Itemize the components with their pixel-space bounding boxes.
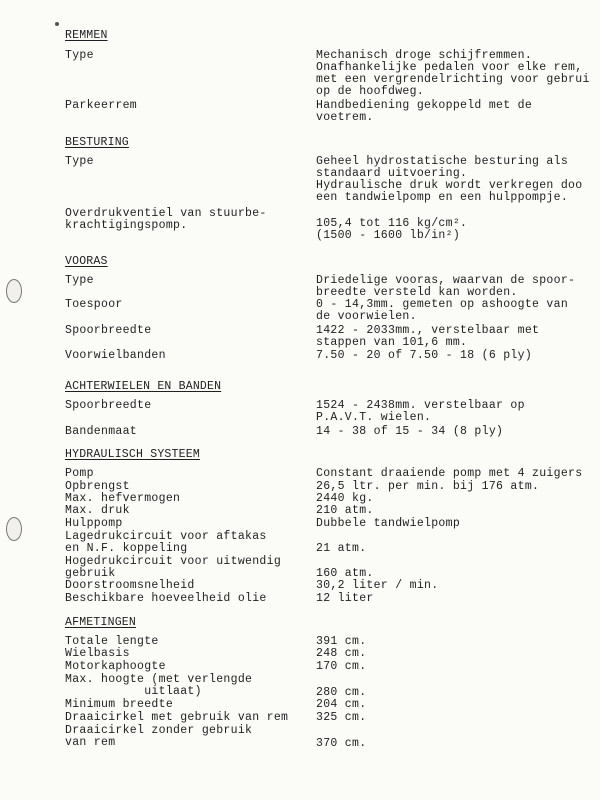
value-vooras-type: Driedelige vooras, waarvan de spoor- breedte versteld kan worden. (316, 274, 576, 299)
value-max-hoogte: 280 cm. (316, 686, 367, 699)
value-overdrukventiel: 105,4 tot 116 kg/cm². (1500 - 1600 lb/in²) (316, 217, 468, 242)
label-draaicirkel-met-rem: Draaicirkel met gebruik van rem (65, 711, 289, 724)
label-lagedrukcircuit: Lagedrukcircuit voor aftakas en N.F. koppeling (65, 530, 267, 555)
label-parkeerrem: Parkeerrem (65, 99, 138, 112)
label-olie: Beschikbare hoeveelheid olie (65, 592, 267, 605)
value-opbrengst: 26,5 ltr. per min. bij 176 atm. (316, 480, 540, 493)
label-overdrukventiel: Overdrukventiel van stuurbe- krachtigingspomp. (65, 207, 267, 232)
label-pomp: Pomp (65, 467, 94, 480)
label-voorwielbanden: Voorwielbanden (65, 349, 166, 362)
value-spoorbreedte-voor: 1422 - 2033mm., verstelbaar met stappen van 101,6 mm. (316, 324, 540, 349)
value-motorkaphoogte: 170 cm. (316, 660, 367, 673)
value-totale-lengte: 391 cm. (316, 635, 367, 648)
label-totale-lengte: Totale lengte (65, 635, 159, 648)
value-parkeerrem: Handbediening gekoppeld met de voetrem. (316, 99, 533, 124)
value-hogedrukcircuit: 160 atm. (316, 567, 374, 580)
value-olie: 12 liter (316, 592, 374, 605)
value-draaicirkel-met-rem: 325 cm. (316, 711, 367, 724)
label-max-hoogte: Max. hoogte (met verlengde uitlaat) (65, 673, 253, 698)
value-rem-type: Mechanisch droge schijfremmen. Onafhankelijke pedalen voor elke rem, met een vergrendelrichting voor gebrui op de hoofdweg. (316, 49, 590, 98)
value-voorwielbanden: 7.50 - 20 of 7.50 - 18 (6 ply) (316, 349, 533, 362)
label-doorstroomsnelheid: Doorstroomsnelheid (65, 579, 195, 592)
label-draaicirkel-zonder-rem: Draaicirkel zonder gebruik van rem (65, 724, 253, 749)
label-max-druk: Max. druk (65, 504, 130, 517)
heading-vooras: VOORAS (65, 255, 108, 268)
value-spoorbreedte-achter: 1524 - 2438mm. verstelbaar op P.A.V.T. wielen. (316, 399, 525, 424)
heading-besturing: BESTURING (65, 136, 129, 149)
value-max-druk: 210 atm. (316, 504, 374, 517)
value-bandenmaat: 14 - 38 of 15 - 34 (8 ply) (316, 425, 504, 438)
value-lagedrukcircuit: 21 atm. (316, 542, 367, 555)
value-toespoor: 0 - 14,3mm. gemeten op ashoogte van de voorwielen. (316, 298, 569, 323)
label-minimum-breedte: Minimum breedte (65, 698, 174, 711)
value-minimum-breedte: 204 cm. (316, 698, 367, 711)
heading-remmen: REMMEN (65, 29, 108, 42)
value-doorstroomsnelheid: 30,2 liter / min. (316, 579, 439, 592)
heading-afmetingen: AFMETINGEN (65, 616, 137, 629)
label-hogedrukcircuit: Hogedrukcircuit voor uitwendig gebruik (65, 555, 282, 580)
label-motorkaphoogte: Motorkaphoogte (65, 660, 166, 673)
label-rem-type: Type (65, 49, 94, 62)
label-vooras-type: Type (65, 274, 94, 287)
label-spoorbreedte-voor: Spoorbreedte (65, 324, 152, 337)
label-toespoor: Toespoor (65, 298, 123, 311)
value-pomp: Constant draaiende pomp met 4 zuigers (316, 467, 583, 480)
value-besturing-type: Geheel hydrostatische besturing als standaard uitvoering. Hydraulische druk wordt verkregen doo een tandwielpomp en een hulppompje. (316, 155, 583, 204)
value-hulppomp: Dubbele tandwielpomp (316, 517, 461, 530)
value-hefvermogen: 2440 kg. (316, 492, 374, 505)
label-wielbasis: Wielbasis (65, 647, 130, 660)
label-besturing-type: Type (65, 155, 94, 168)
label-spoorbreedte-achter: Spoorbreedte (65, 399, 152, 412)
heading-achterwielen: ACHTERWIELEN EN BANDEN (65, 380, 222, 393)
label-bandenmaat: Bandenmaat (65, 425, 138, 438)
punch-hole-bottom (6, 517, 22, 541)
label-hulppomp: Hulppomp (65, 517, 123, 530)
label-opbrengst: Opbrengst (65, 480, 130, 493)
punch-hole-top (6, 279, 22, 303)
label-hefvermogen: Max. hefvermogen (65, 492, 181, 505)
value-draaicirkel-zonder-rem: 370 cm. (316, 737, 367, 750)
value-wielbasis: 248 cm. (316, 647, 367, 660)
heading-hydraulisch: HYDRAULISCH SYSTEEM (65, 448, 200, 461)
speck-mark (55, 22, 59, 26)
